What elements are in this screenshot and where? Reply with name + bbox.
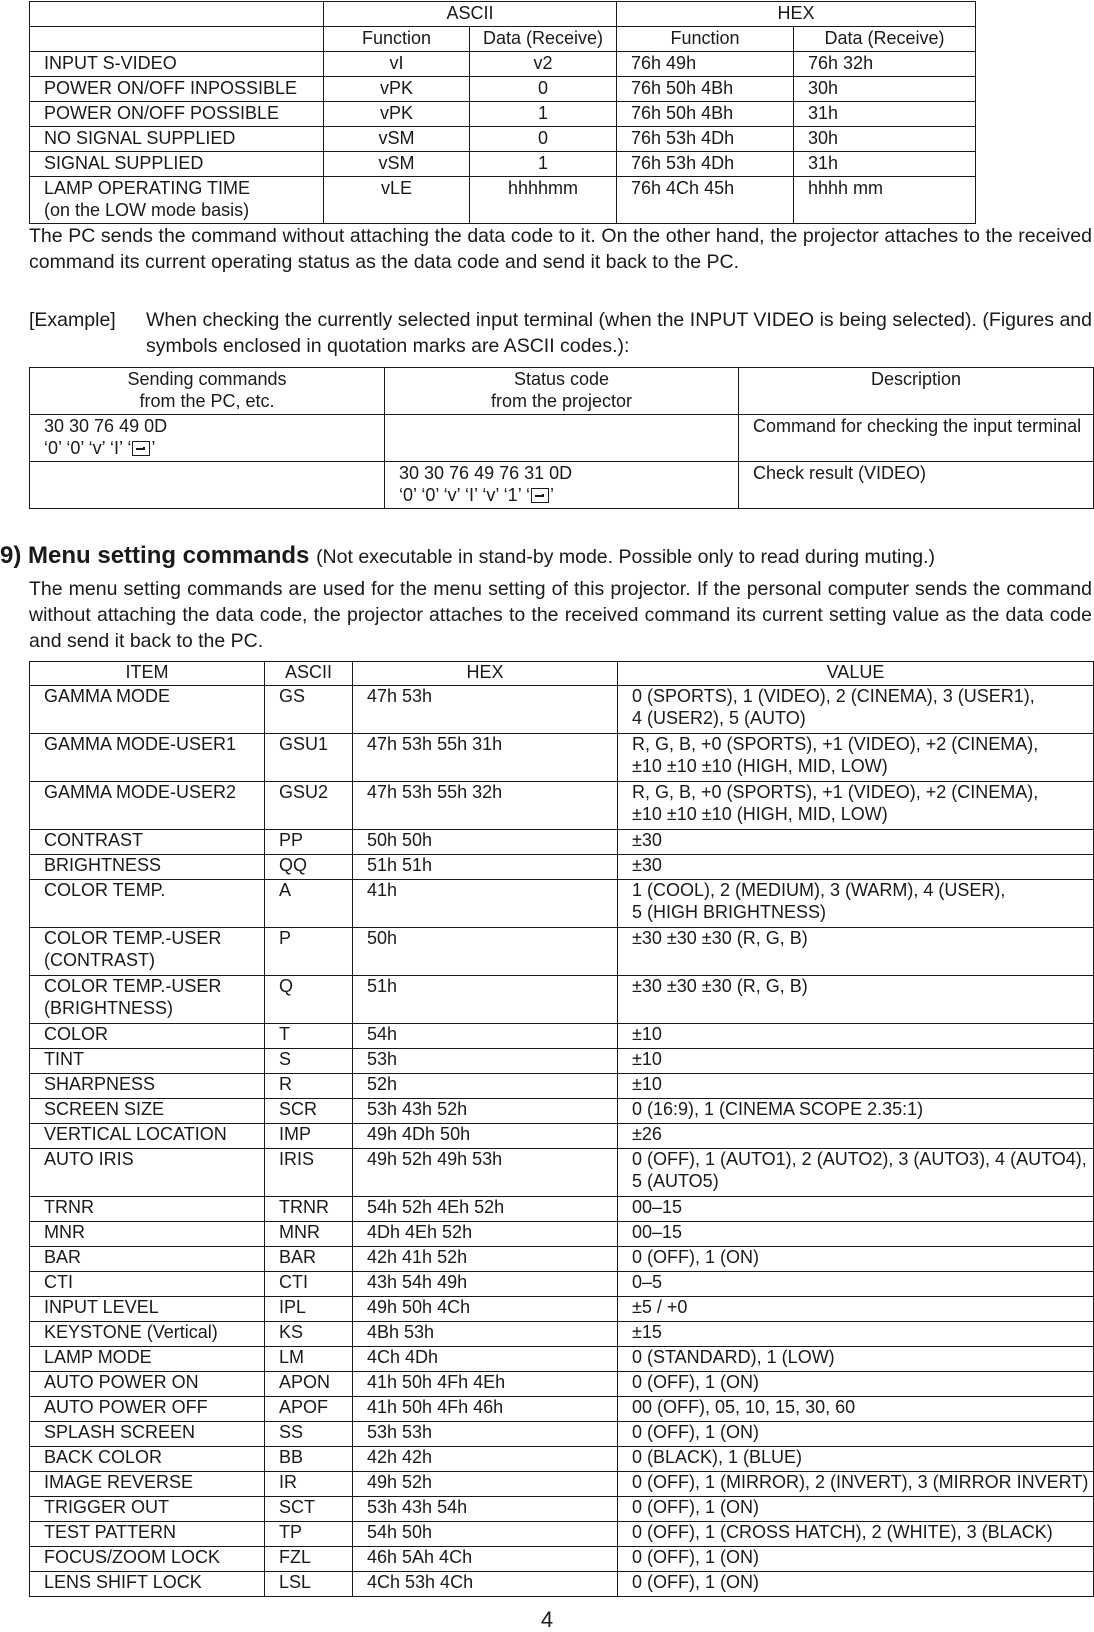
item-cell: POWER ON/OFF POSSIBLE xyxy=(30,102,324,127)
table-row xyxy=(30,1149,1094,1197)
hex-cell: 51h 51h xyxy=(353,855,618,880)
table-row xyxy=(30,1222,1094,1247)
hex-cell: 49h 52h 49h 53h xyxy=(353,1149,618,1197)
table-row xyxy=(30,1422,1094,1447)
item-cell: TEST PATTERN xyxy=(30,1522,265,1547)
item-cell: INPUT S-VIDEO xyxy=(30,52,324,77)
ascii-cell: P xyxy=(265,928,353,976)
item-cell: COLOR TEMP.-USER (BRIGHTNESS) xyxy=(30,976,265,1024)
hex-cell: 53h xyxy=(353,1049,618,1074)
table-row xyxy=(30,1197,1094,1222)
hex-cell: 43h 54h 49h xyxy=(353,1272,618,1297)
ascii-cell: A xyxy=(265,880,353,928)
item-cell: TRIGGER OUT xyxy=(30,1497,265,1522)
value-cell: ±26 xyxy=(618,1124,1094,1149)
hex-data-cell: 31h xyxy=(794,102,976,127)
hex-cell: 4Ch 53h 4Ch xyxy=(353,1572,618,1597)
ascii-cell: SCR xyxy=(265,1099,353,1124)
value-cell: 00–15 xyxy=(618,1222,1094,1247)
ascii-cell: MNR xyxy=(265,1222,353,1247)
hex-function-cell: 76h 50h 4Bh xyxy=(617,102,794,127)
table-row xyxy=(30,1074,1094,1099)
hex-function-cell: 76h 49h xyxy=(617,52,794,77)
page-number: 4 xyxy=(540,1607,554,1632)
hex-cell: 42h 42h xyxy=(353,1447,618,1472)
value-cell: R, G, B, +0 (SPORTS), +1 (VIDEO), +2 (CINEMA), ±10 ±10 ±10 (HIGH, MID, LOW) xyxy=(618,734,1094,782)
header-value: VALUE xyxy=(618,662,1094,686)
paragraph-menu-explanation: The menu setting commands are used for the menu setting of this projector. If the personal computer sends the command without attaching the data code, the projector attaches to the received command its current setting value as the data code and send it back to the PC. xyxy=(29,578,1092,652)
item-cell: FOCUS/ZOOM LOCK xyxy=(30,1547,265,1572)
table-row xyxy=(30,1447,1094,1472)
hex-cell: 4Bh 53h xyxy=(353,1322,618,1347)
value-cell: ±30 ±30 ±30 (R, G, B) xyxy=(618,928,1094,976)
value-cell: 0 (OFF), 1 (ON) xyxy=(618,1422,1094,1447)
value-cell: ±10 xyxy=(618,1074,1094,1099)
ascii-cell: IPL xyxy=(265,1297,353,1322)
value-cell: 0 (OFF), 1 (ON) xyxy=(618,1497,1094,1522)
hex-function-cell: 76h 53h 4Dh xyxy=(617,127,794,152)
item-cell: POWER ON/OFF INPOSSIBLE xyxy=(30,77,324,102)
section-number: 9) xyxy=(0,542,22,569)
table-row xyxy=(30,177,976,224)
table-row xyxy=(30,782,1094,830)
table-row xyxy=(30,1547,1094,1572)
hex-cell: 51h xyxy=(353,976,618,1024)
header-hex: HEX xyxy=(617,2,976,27)
value-cell: ±10 xyxy=(618,1024,1094,1049)
item-cell: LAMP OPERATING TIME (on the LOW mode basis) xyxy=(30,177,324,224)
value-cell: ±30 xyxy=(618,830,1094,855)
value-cell: 0–5 xyxy=(618,1272,1094,1297)
table-row xyxy=(30,127,976,152)
item-cell: BACK COLOR xyxy=(30,1447,265,1472)
ascii-cell: FZL xyxy=(265,1547,353,1572)
hex-cell: 4Dh 4Eh 52h xyxy=(353,1222,618,1247)
item-cell: GAMMA MODE-USER1 xyxy=(30,734,265,782)
hex-data-cell: hhhh mm xyxy=(794,177,976,224)
hex-cell: 49h 50h 4Ch xyxy=(353,1297,618,1322)
ascii-cell: R xyxy=(265,1074,353,1099)
hex-function-cell: 76h 4Ch 45h xyxy=(617,177,794,224)
item-cell: SHARPNESS xyxy=(30,1074,265,1099)
value-cell: 0 (OFF), 1 (MIRROR), 2 (INVERT), 3 (MIRROR INVERT) xyxy=(618,1472,1094,1497)
header-hex-function: Function xyxy=(617,27,794,52)
table-row xyxy=(30,1472,1094,1497)
ascii-cell: SS xyxy=(265,1422,353,1447)
table-row xyxy=(30,77,976,102)
ascii-data-cell: 0 xyxy=(470,77,617,102)
table-row xyxy=(30,976,1094,1024)
ascii-cell: IR xyxy=(265,1472,353,1497)
table-row xyxy=(30,1347,1094,1372)
example-table-header xyxy=(30,368,1094,415)
table-row xyxy=(30,1372,1094,1397)
ascii-data-cell: 0 xyxy=(470,127,617,152)
enter-key-icon xyxy=(531,488,549,503)
value-cell: 0 (OFF), 1 (ON) xyxy=(618,1572,1094,1597)
ascii-cell: GSU2 xyxy=(265,782,353,830)
hex-function-cell: 76h 50h 4Bh xyxy=(617,77,794,102)
sending-command-cell: 30 30 76 49 0D ‘0’ ‘0’ ‘v’ ‘I’ ‘ ’ xyxy=(30,415,385,462)
menu-table-header xyxy=(30,662,1094,686)
table-row xyxy=(30,686,1094,734)
item-cell: AUTO POWER ON xyxy=(30,1372,265,1397)
enter-key-icon xyxy=(132,441,150,456)
item-cell: NO SIGNAL SUPPLIED xyxy=(30,127,324,152)
hex-cell: 54h xyxy=(353,1024,618,1049)
value-cell: ±30 ±30 ±30 (R, G, B) xyxy=(618,976,1094,1024)
hex-data-cell: 30h xyxy=(794,127,976,152)
status-table-group-header xyxy=(30,2,976,27)
item-cell: SIGNAL SUPPLIED xyxy=(30,152,324,177)
table-row xyxy=(30,830,1094,855)
item-cell: AUTO POWER OFF xyxy=(30,1397,265,1422)
value-cell: 0 (OFF), 1 (AUTO1), 2 (AUTO2), 3 (AUTO3), 4 (AUTO4), 5 (AUTO5) xyxy=(618,1149,1094,1197)
section-heading xyxy=(0,541,935,572)
value-cell: 00 (OFF), 05, 10, 15, 30, 60 xyxy=(618,1397,1094,1422)
description-cell: Command for checking the input terminal xyxy=(739,415,1094,462)
ascii-cell: Q xyxy=(265,976,353,1024)
table-row xyxy=(30,734,1094,782)
header-hex-data: Data (Receive) xyxy=(794,27,976,52)
header-ascii: ASCII xyxy=(265,662,353,686)
ascii-function-cell: vLE xyxy=(324,177,470,224)
header-status-code: Status code from the projector xyxy=(385,368,739,415)
item-cell: INPUT LEVEL xyxy=(30,1297,265,1322)
table-row xyxy=(30,102,976,127)
value-cell: 00–15 xyxy=(618,1197,1094,1222)
table-row xyxy=(30,1124,1094,1149)
value-cell: ±5 / +0 xyxy=(618,1297,1094,1322)
ascii-cell: BAR xyxy=(265,1247,353,1272)
header-ascii-function: Function xyxy=(324,27,470,52)
item-cell: GAMMA MODE xyxy=(30,686,265,734)
menu-table-body xyxy=(30,686,1094,1597)
sending-command-cell xyxy=(30,462,385,509)
table-row xyxy=(30,1049,1094,1074)
ascii-cell: BB xyxy=(265,1447,353,1472)
ascii-data-cell: 1 xyxy=(470,102,617,127)
hex-data-cell: 30h xyxy=(794,77,976,102)
value-cell: 0 (16:9), 1 (CINEMA SCOPE 2.35:1) xyxy=(618,1099,1094,1124)
hex-cell: 42h 41h 52h xyxy=(353,1247,618,1272)
hex-cell: 52h xyxy=(353,1074,618,1099)
item-cell: MNR xyxy=(30,1222,265,1247)
table-row xyxy=(30,1297,1094,1322)
ascii-data-cell: v2 xyxy=(470,52,617,77)
value-cell: ±15 xyxy=(618,1322,1094,1347)
item-cell: VERTICAL LOCATION xyxy=(30,1124,265,1149)
table-row xyxy=(30,1572,1094,1597)
header-blank xyxy=(30,27,324,52)
table-row xyxy=(30,1247,1094,1272)
table-row xyxy=(30,1272,1094,1297)
ascii-cell: LSL xyxy=(265,1572,353,1597)
table-row xyxy=(30,1322,1094,1347)
item-cell: SCREEN SIZE xyxy=(30,1099,265,1124)
header-item: ITEM xyxy=(30,662,265,686)
ascii-cell: KS xyxy=(265,1322,353,1347)
table-row xyxy=(30,1397,1094,1422)
item-cell: GAMMA MODE-USER2 xyxy=(30,782,265,830)
ascii-cell: PP xyxy=(265,830,353,855)
ascii-cell: IRIS xyxy=(265,1149,353,1197)
hex-cell: 41h xyxy=(353,880,618,928)
ascii-data-cell: 1 xyxy=(470,152,617,177)
value-cell: 0 (OFF), 1 (CROSS HATCH), 2 (WHITE), 3 (BLACK) xyxy=(618,1522,1094,1547)
ascii-function-cell: vI xyxy=(324,52,470,77)
hex-cell: 50h xyxy=(353,928,618,976)
item-cell: CONTRAST xyxy=(30,830,265,855)
hex-cell: 49h 52h xyxy=(353,1472,618,1497)
table-row xyxy=(30,1522,1094,1547)
example-table xyxy=(29,367,1094,509)
hex-cell: 47h 53h 55h 32h xyxy=(353,782,618,830)
ascii-cell: GSU1 xyxy=(265,734,353,782)
table-row xyxy=(30,462,1094,509)
item-cell: AUTO IRIS xyxy=(30,1149,265,1197)
ascii-function-cell: vPK xyxy=(324,77,470,102)
paragraph-status-explanation: The PC sends the command without attaching the data code to it. On the other hand, the projector attaches to the received command its current operating status as the data code and send it back to the PC. xyxy=(29,225,1092,273)
hex-cell: 47h 53h xyxy=(353,686,618,734)
hex-cell: 54h 50h xyxy=(353,1522,618,1547)
table-row xyxy=(30,1497,1094,1522)
hex-cell: 53h 43h 54h xyxy=(353,1497,618,1522)
header-sending-commands: Sending commands from the PC, etc. xyxy=(30,368,385,415)
ascii-function-cell: vPK xyxy=(324,102,470,127)
section-title: Menu setting commands xyxy=(28,542,310,569)
item-cell: BRIGHTNESS xyxy=(30,855,265,880)
ascii-cell: TP xyxy=(265,1522,353,1547)
status-table-body xyxy=(30,52,976,224)
value-cell: 0 (OFF), 1 (ON) xyxy=(618,1547,1094,1572)
item-cell: COLOR TEMP. xyxy=(30,880,265,928)
value-cell: ±10 xyxy=(618,1049,1094,1074)
value-cell: 0 (OFF), 1 (ON) xyxy=(618,1372,1094,1397)
ascii-cell: S xyxy=(265,1049,353,1074)
hex-cell: 54h 52h 4Eh 52h xyxy=(353,1197,618,1222)
table-row xyxy=(30,855,1094,880)
ascii-cell: TRNR xyxy=(265,1197,353,1222)
value-cell: 1 (COOL), 2 (MEDIUM), 3 (WARM), 4 (USER), 5 (HIGH BRIGHTNESS) xyxy=(618,880,1094,928)
ascii-cell: T xyxy=(265,1024,353,1049)
item-cell: LENS SHIFT LOCK xyxy=(30,1572,265,1597)
header-ascii: ASCII xyxy=(324,2,617,27)
hex-data-cell: 76h 32h xyxy=(794,52,976,77)
item-cell: BAR xyxy=(30,1247,265,1272)
status-table-sub-header xyxy=(30,27,976,52)
ascii-cell: LM xyxy=(265,1347,353,1372)
value-cell: 0 (BLACK), 1 (BLUE) xyxy=(618,1447,1094,1472)
ascii-function-cell: vSM xyxy=(324,152,470,177)
hex-cell: 41h 50h 4Fh 46h xyxy=(353,1397,618,1422)
header-ascii-data: Data (Receive) xyxy=(470,27,617,52)
menu-setting-table xyxy=(29,661,1094,1597)
example-label: [Example] xyxy=(29,309,116,331)
status-code-cell xyxy=(385,415,739,462)
status-code-cell: 30 30 76 49 76 31 0D ‘0’ ‘0’ ‘v’ ‘I’ ‘v’ ‘1’ ‘ ’ xyxy=(385,462,739,509)
ascii-cell: APOF xyxy=(265,1397,353,1422)
hex-cell: 53h 53h xyxy=(353,1422,618,1447)
value-cell: 0 (OFF), 1 (ON) xyxy=(618,1247,1094,1272)
hex-cell: 46h 5Ah 4Ch xyxy=(353,1547,618,1572)
item-cell: SPLASH SCREEN xyxy=(30,1422,265,1447)
hex-cell: 41h 50h 4Fh 4Eh xyxy=(353,1372,618,1397)
status-command-table xyxy=(29,1,976,224)
header-description: Description xyxy=(739,368,1094,415)
item-cell: CTI xyxy=(30,1272,265,1297)
header-blank xyxy=(30,2,324,27)
value-cell: 0 (STANDARD), 1 (LOW) xyxy=(618,1347,1094,1372)
ascii-cell: GS xyxy=(265,686,353,734)
item-cell: COLOR xyxy=(30,1024,265,1049)
table-row xyxy=(30,1099,1094,1124)
item-cell: COLOR TEMP.-USER (CONTRAST) xyxy=(30,928,265,976)
hex-function-cell: 76h 53h 4Dh xyxy=(617,152,794,177)
table-row xyxy=(30,52,976,77)
section-note: (Not executable in stand-by mode. Possible only to read during muting.) xyxy=(316,546,935,568)
hex-cell: 47h 53h 55h 31h xyxy=(353,734,618,782)
value-cell: ±30 xyxy=(618,855,1094,880)
example-text: When checking the currently selected input terminal (when the INPUT VIDEO is being selected). (Figures and symbols enclosed in quotation marks are ASCII codes.): xyxy=(146,309,1092,357)
description-cell: Check result (VIDEO) xyxy=(739,462,1094,509)
hex-cell: 4Ch 4Dh xyxy=(353,1347,618,1372)
table-row xyxy=(30,1024,1094,1049)
item-cell: LAMP MODE xyxy=(30,1347,265,1372)
table-row xyxy=(30,415,1094,462)
item-cell: KEYSTONE (Vertical) xyxy=(30,1322,265,1347)
table-row xyxy=(30,928,1094,976)
ascii-cell: SCT xyxy=(265,1497,353,1522)
item-cell: IMAGE REVERSE xyxy=(30,1472,265,1497)
ascii-cell: APON xyxy=(265,1372,353,1397)
header-hex: HEX xyxy=(353,662,618,686)
ascii-cell: IMP xyxy=(265,1124,353,1149)
ascii-cell: CTI xyxy=(265,1272,353,1297)
hex-cell: 49h 4Dh 50h xyxy=(353,1124,618,1149)
item-cell: TINT xyxy=(30,1049,265,1074)
value-cell: R, G, B, +0 (SPORTS), +1 (VIDEO), +2 (CINEMA), ±10 ±10 ±10 (HIGH, MID, LOW) xyxy=(618,782,1094,830)
table-row xyxy=(30,152,976,177)
ascii-function-cell: vSM xyxy=(324,127,470,152)
hex-cell: 50h 50h xyxy=(353,830,618,855)
value-cell: 0 (SPORTS), 1 (VIDEO), 2 (CINEMA), 3 (USER1), 4 (USER2), 5 (AUTO) xyxy=(618,686,1094,734)
table-row xyxy=(30,880,1094,928)
ascii-data-cell: hhhhmm xyxy=(470,177,617,224)
item-cell: TRNR xyxy=(30,1197,265,1222)
ascii-cell: QQ xyxy=(265,855,353,880)
hex-data-cell: 31h xyxy=(794,152,976,177)
hex-cell: 53h 43h 52h xyxy=(353,1099,618,1124)
